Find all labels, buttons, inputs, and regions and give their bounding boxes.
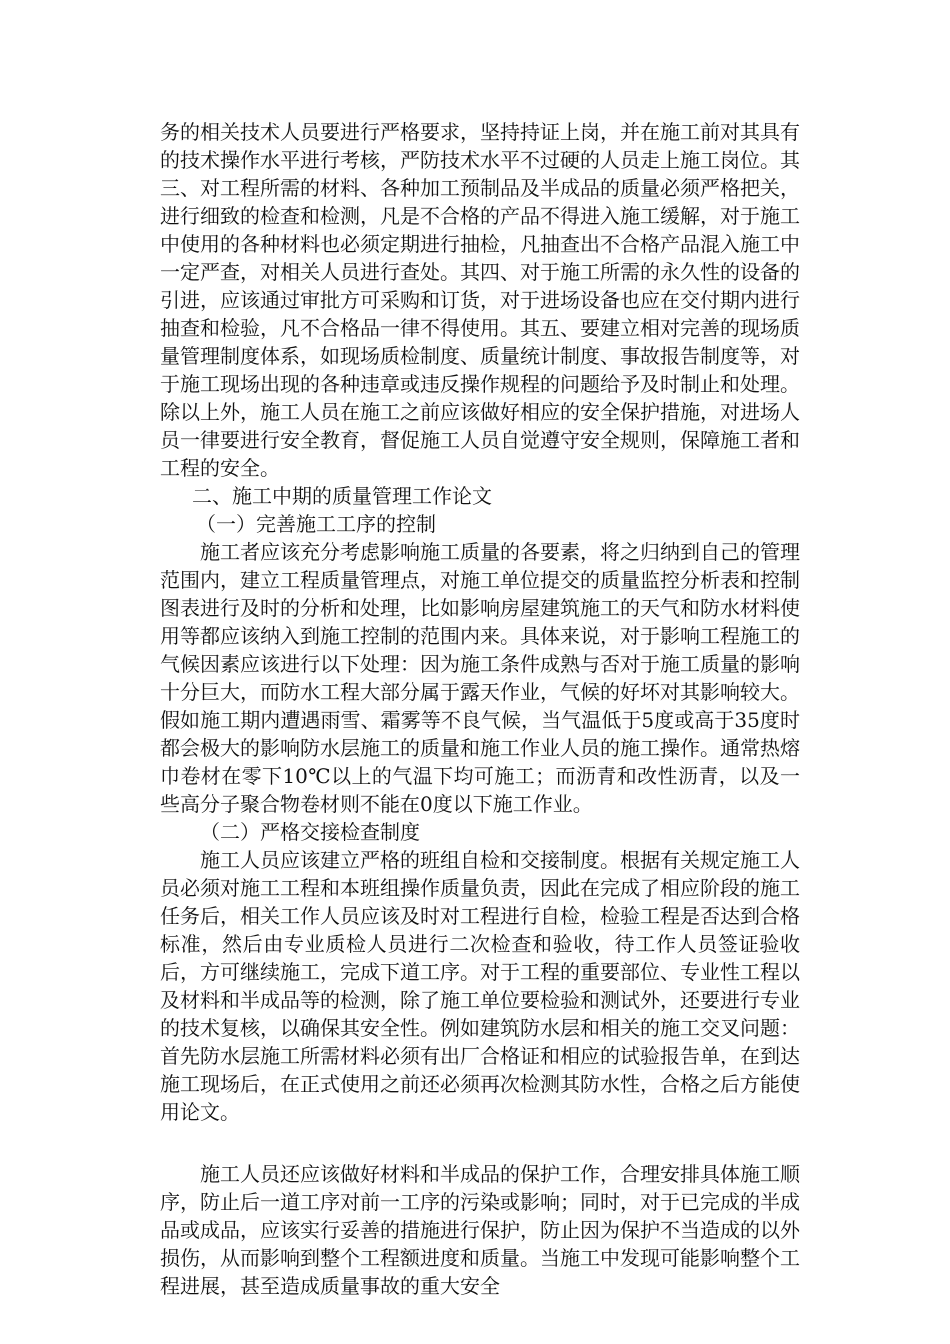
paragraph-process-control: 施工者应该充分考虑影响施工质量的各要素，将之归纳到自己的管理范围内，建立工程质量管理点，对施工单位提交的质量监控分析表和控制图表进行及时的分析和处理，比如影响房屋建筑施工的天气和防水材料使用等都应该纳入到施工控制的范围内来。具体来说，对于影响工程施工的气候因素应该进行以下处理：因为施工条件成熟与否对于施工质量的影响十分巨大，而防水工程大部分属于露天作业，气候的好坏对其影响较大。假如施工期内遭遇雨雪、霜雾等不良气候，当气温低于5度或高于35度时都会极大的影响防水层施工的质量和施工作业人员的施工操作。通常热熔巾卷材在零下10℃以上的气温下均可施工；而沥青和改性沥青，以及一些高分子聚合物卷材则不能在0度以下施工作业。 — [160, 540, 800, 816]
paragraph-gap — [160, 1126, 800, 1160]
subsection-heading-1: （一）完善施工工序的控制 — [196, 512, 436, 536]
paragraph-material-protection: 施工人员还应该做好材料和半成品的保护工作，合理安排具体施工顺序，防止后一道工序对前一工序的污染或影响；同时，对于已完成的半成品或成品，应该实行妥善的措施进行保护，防止因为保护不当造成的以外损伤，从而影响到整个工程额进度和质量。当施工中发现可能影响整个工程进展，甚至造成质量事故的重大安全 — [160, 1162, 800, 1298]
section-heading: 二、施工中期的质量管理工作论文 — [192, 484, 492, 508]
paragraph-handover-inspection: 施工人员应该建立严格的班组自检和交接制度。根据有关规定施工人员必须对施工工程和本班组操作质量负责，因此在完成了相应阶段的施工任务后，相关工作人员应该及时对工程进行自检，检验工程是否达到合格标准，然后由专业质检人员进行二次检查和验收，待工作人员签证验收后，方可继续施工，完成下道工序。对于工程的重要部位、专业性工程以及材料和半成品等的检测，除了施工单位要检验和测试外，还要进行专业的技术复核，以确保其安全性。例如建筑防水层和相关的施工交叉问题：首先防水层施工所需材料必须有出厂合格证和相应的试验报告单，在到达施工现场后，在正式使用之前还必须再次检测其防水性，合格之后方能使用论文。 — [160, 848, 800, 1124]
subsection-heading-2: （二）严格交接检查制度 — [200, 820, 420, 844]
paragraph-continuation: 务的相关技术人员要进行严格要求，坚持持证上岗，并在施工前对其具有的技术操作水平进行考核，严防技术水平不过硬的人员走上施工岗位。其三、对工程所需的材料、各种加工预制品及半成品的质量必须严格把关，进行细致的检查和检测，凡是不合格的产品不得进入施工缓解，对于施工中使用的各种材料也必须定期进行抽检，凡抽查出不合格产品混入施工中一定严查，对相关人员进行查处。其四、对于施工所需的永久性的设备的引进，应该通过审批方可采购和订货，对于进场设备也应在交付期内进行抽查和检验，凡不合格品一律不得使用。其五、要建立相对完善的现场质量管理制度体系，如现场质检制度、质量统计制度、事故报告制度等，对于施工现场出现的各种违章或违反操作规程的问题给予及时制止和处理。除以上外，施工人员在施工之前应该做好相应的安全保护措施，对进场人员一律要进行安全教育，督促施工人员自觉遵守安全规则，保障施工者和工程的安全。 — [160, 120, 800, 480]
document-page — [160, 118, 800, 1300]
